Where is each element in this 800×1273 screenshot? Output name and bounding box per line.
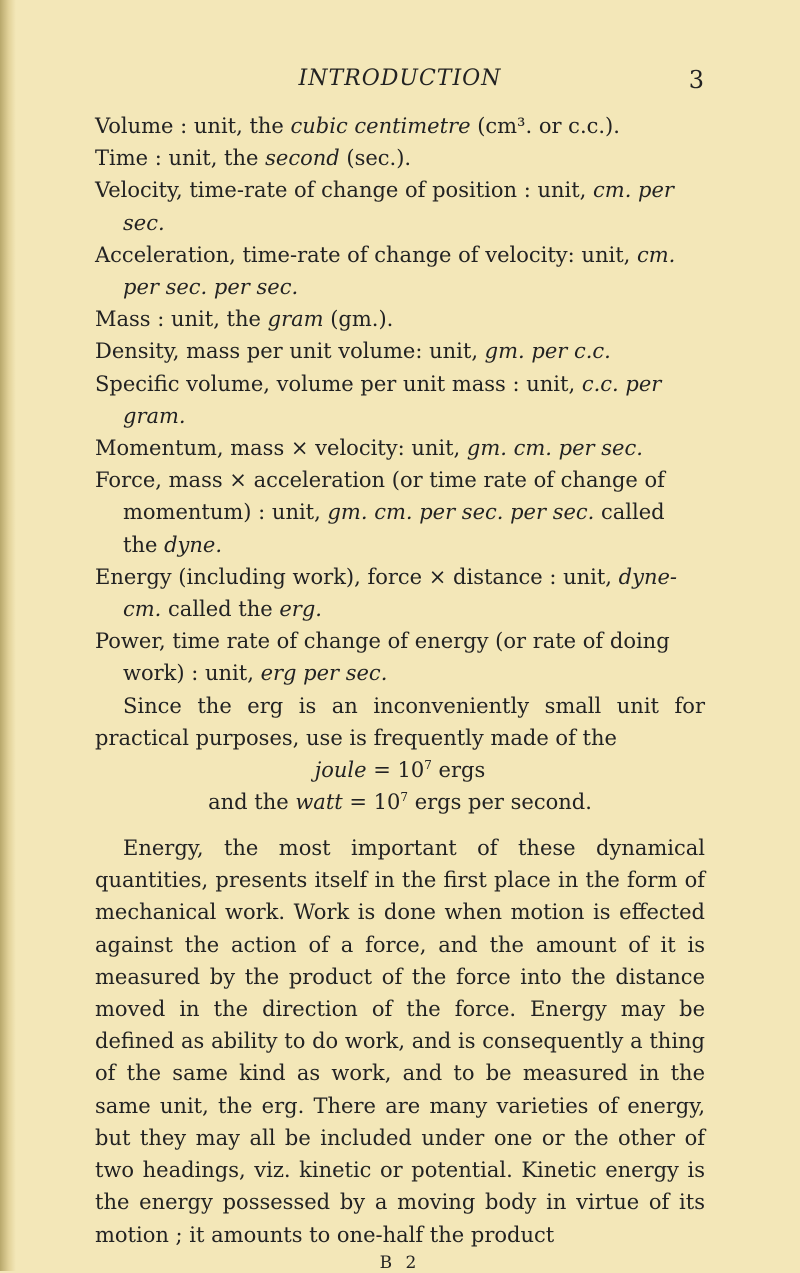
running-header — [95, 66, 705, 106]
formula-joule: joule = $10^7$ ergs — [314, 758, 486, 783]
page-number: 3 — [688, 66, 705, 94]
header-title: INTRODUCTION — [298, 66, 502, 91]
book-spine-shadow — [0, 0, 16, 1271]
definitions-list — [95, 110, 705, 690]
definition-item: Time : unit, the second (sec.). — [95, 146, 412, 171]
definition-item: Specific volume, volume per unit mass : unit, c.c. per gram. — [95, 371, 662, 428]
formula-watt: and the watt = $10^7$ ergs per second. — [208, 790, 592, 815]
signature-mark: B 2 — [379, 1252, 421, 1273]
book-page — [95, 66, 705, 1273]
main-paragraph: Energy, the most important of these dynamical quantities, presents itself in the first place in the form of mechanical work. Work is done when motion is effected against the action of a force, and the amount of it is measured by the product of the force into the distance moved in the direction of the force. Energy may be defined as ability to do work, and is consequently a thing of the same kind as work, and to be measured in the same unit, the erg. There are many varieties of energy, but they may all be included under one or the other of two headings, viz. kinetic or potential. Kinetic energy is the energy possessed by a moving body in virtue of its motion ; it amounts to one-half the product — [95, 836, 705, 1247]
definition-item: Acceleration, time-rate of change of velocity: unit, cm. per sec. per sec. — [95, 242, 676, 300]
definition-item: Volume : unit, the cubic centimetre (cm³. or c.c.). — [95, 114, 620, 138]
spacer — [95, 818, 705, 832]
definition-item: Force, mass × acceleration (or time rate of change of momentum) : unit, gm. cm. per sec. per sec. called the dyne. — [95, 468, 665, 557]
definition-item: Density, mass per unit volume: unit, gm. per c.c. — [95, 339, 611, 364]
definition-item: Power, time rate of change of energy (or rate of doing work) : unit, erg per sec. — [95, 629, 670, 686]
definition-item: Velocity, time-rate of change of position : unit, cm. per sec. — [95, 178, 674, 235]
definition-item: Mass : unit, the gram (gm.). — [95, 307, 394, 332]
definition-item: Energy (including work), force × distance : unit, dyne-cm. called the erg. — [95, 564, 678, 622]
intro-paragraph: Since the erg is an inconveniently small unit for practical purposes, use is frequently made of the — [95, 693, 705, 750]
definition-item: Momentum, mass × velocity: unit, gm. cm. per sec. — [95, 436, 643, 461]
